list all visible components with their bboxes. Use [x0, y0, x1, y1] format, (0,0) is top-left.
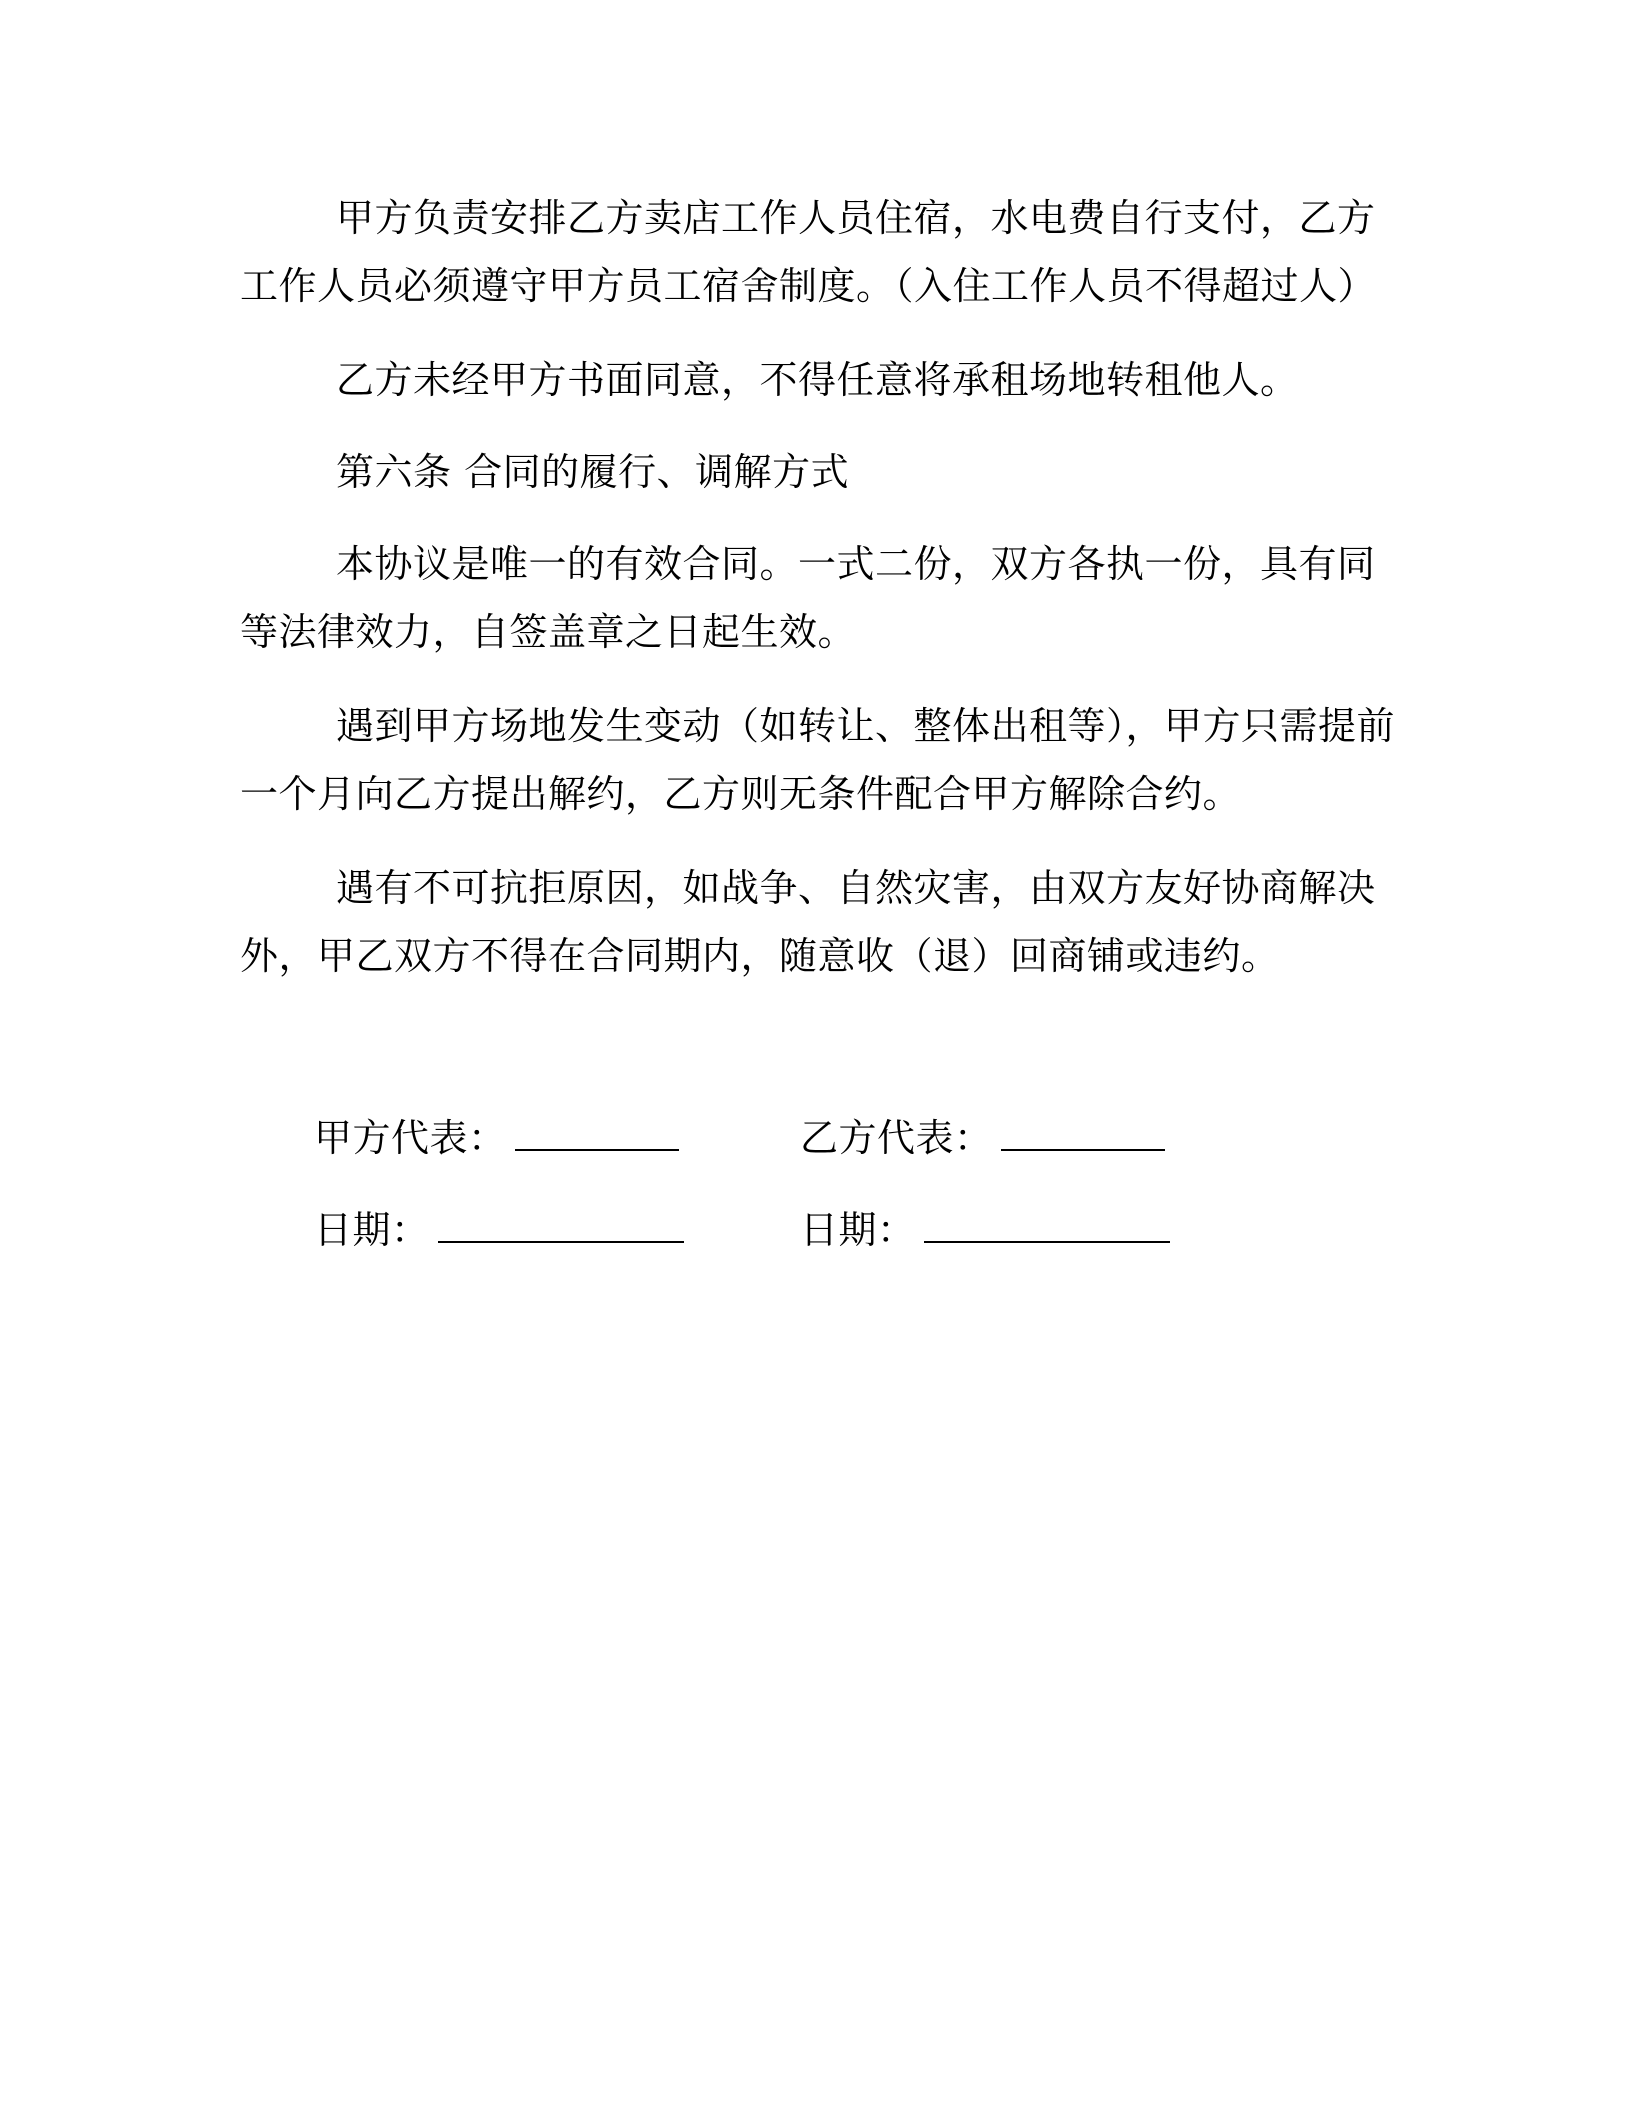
party-a-representative-blank	[515, 1111, 679, 1151]
party-a-date-label: 日期：	[314, 1208, 430, 1252]
party-a-representative-label: 甲方代表：	[314, 1116, 507, 1160]
party-a-date-blank	[438, 1203, 684, 1243]
paragraph-sublease: 乙方未经甲方书面同意，不得任意将承租场地转租他人。	[336, 358, 1299, 402]
section-heading-article-six: 第六条 合同的履行、调解方式	[336, 450, 850, 494]
party-b-date-label: 日期：	[800, 1208, 916, 1252]
paragraph-accommodation: 甲方负责安排乙方卖店工作人员住宿，水电费自行支付，乙方工作人员必须遵守甲方员工宿舍制度。（入住工作人员不得超过人）	[240, 196, 1377, 308]
party-a-representative-field	[314, 1108, 679, 1168]
party-b-date-field	[800, 1200, 1170, 1260]
paragraph-force-majeure: 遇有不可抗拒原因，如战争、自然灾害，由双方友好协商解决外，甲乙双方不得在合同期内，随意收（退）回商铺或违约。	[240, 866, 1376, 978]
paragraph-validity: 本协议是唯一的有效合同。一式二份，双方各执一份，具有同等法律效力，自签盖章之日起生效。	[240, 542, 1376, 654]
paragraph-termination: 遇到甲方场地发生变动（如转让、整体出租等），甲方只需提前一个月向乙方提出解约，乙方则无条件配合甲方解除合约。	[240, 704, 1396, 816]
party-b-representative-label: 乙方代表：	[800, 1116, 993, 1160]
party-a-date-field	[314, 1200, 684, 1260]
party-b-date-blank	[924, 1203, 1170, 1243]
party-b-representative-blank	[1001, 1111, 1165, 1151]
party-b-representative-field	[800, 1108, 1165, 1168]
